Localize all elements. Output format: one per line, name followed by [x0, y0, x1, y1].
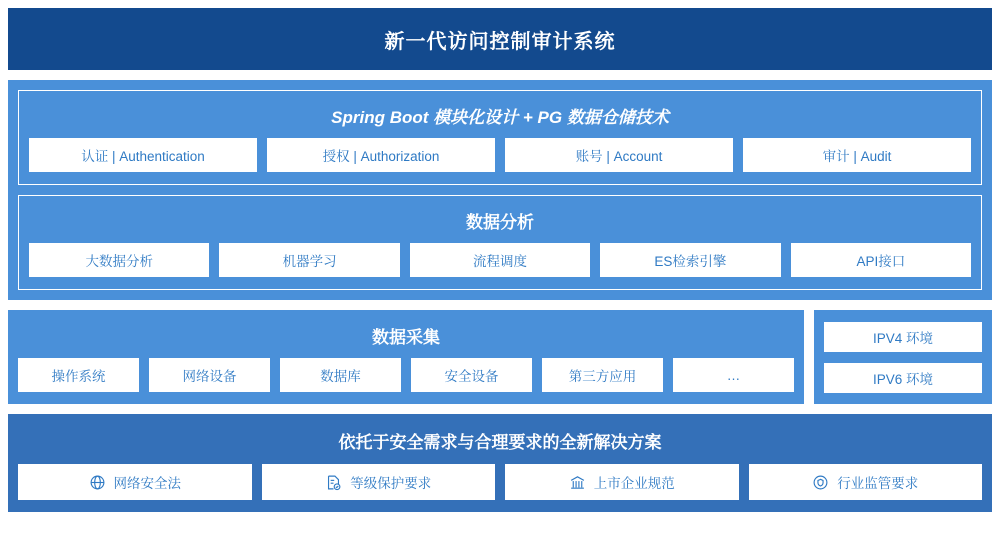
chip-authorization[interactable]: 授权 | Authorization [267, 138, 495, 172]
data-collection-title: 数据采集 [372, 328, 440, 347]
spring-boot-group-title: Spring Boot 模块化设计 + PG 数据仓储技术 [331, 108, 669, 127]
solution-chip-row [18, 464, 982, 500]
chip-classified-protection[interactable] [262, 464, 496, 500]
page-title: 新一代访问控制审计系统 [384, 30, 616, 53]
chip-ipv6-environment[interactable]: IPV6 环境 [824, 363, 982, 393]
chip-cybersecurity-law-label: 网络安全法 [113, 476, 181, 491]
data-analysis-chip-row [29, 243, 971, 277]
collection-row [8, 310, 992, 404]
environment-panel [814, 310, 992, 404]
chip-api-interface[interactable]: API接口 [791, 243, 971, 277]
header-banner [8, 8, 992, 70]
chip-third-party-app[interactable]: 第三方应用 [542, 358, 663, 392]
bank-icon [569, 474, 586, 491]
spring-boot-chip-row [29, 138, 971, 172]
chip-network-device[interactable]: 网络设备 [149, 358, 270, 392]
chip-ipv4-environment[interactable]: IPV4 环境 [824, 322, 982, 352]
chip-es-search-engine[interactable]: ES检索引擎 [600, 243, 780, 277]
chip-authentication[interactable]: 认证 | Authentication [29, 138, 257, 172]
chip-big-data-analysis[interactable]: 大数据分析 [29, 243, 209, 277]
chip-audit[interactable]: 审计 | Audit [743, 138, 971, 172]
solution-title: 依托于安全需求与合理要求的全新解决方案 [338, 433, 662, 452]
chip-operating-system[interactable]: 操作系统 [18, 358, 139, 392]
chip-account[interactable]: 账号 | Account [505, 138, 733, 172]
spring-boot-group [18, 90, 982, 185]
chip-cybersecurity-law[interactable] [18, 464, 252, 500]
chip-listed-company-standard-label: 上市企业规范 [593, 476, 675, 491]
solution-panel [8, 414, 992, 512]
chip-classified-protection-label: 等级保护要求 [350, 476, 432, 491]
data-analysis-group-title: 数据分析 [466, 213, 534, 232]
chip-process-scheduling[interactable]: 流程调度 [410, 243, 590, 277]
globe-icon [89, 474, 106, 491]
shield-check-icon [812, 474, 829, 491]
chip-security-device[interactable]: 安全设备 [411, 358, 532, 392]
chip-industry-regulation[interactable] [749, 464, 983, 500]
data-analysis-group [18, 195, 982, 290]
data-collection-chip-row [18, 358, 794, 392]
document-check-icon [325, 474, 342, 491]
chip-listed-company-standard[interactable] [505, 464, 739, 500]
chip-more-ellipsis[interactable]: … [673, 358, 794, 392]
chip-database[interactable]: 数据库 [280, 358, 401, 392]
application-layer-panel [8, 80, 992, 300]
data-collection-panel [8, 310, 804, 404]
chip-industry-regulation-label: 行业监管要求 [837, 476, 919, 491]
chip-machine-learning[interactable]: 机器学习 [219, 243, 399, 277]
diagram-root [0, 8, 1000, 537]
